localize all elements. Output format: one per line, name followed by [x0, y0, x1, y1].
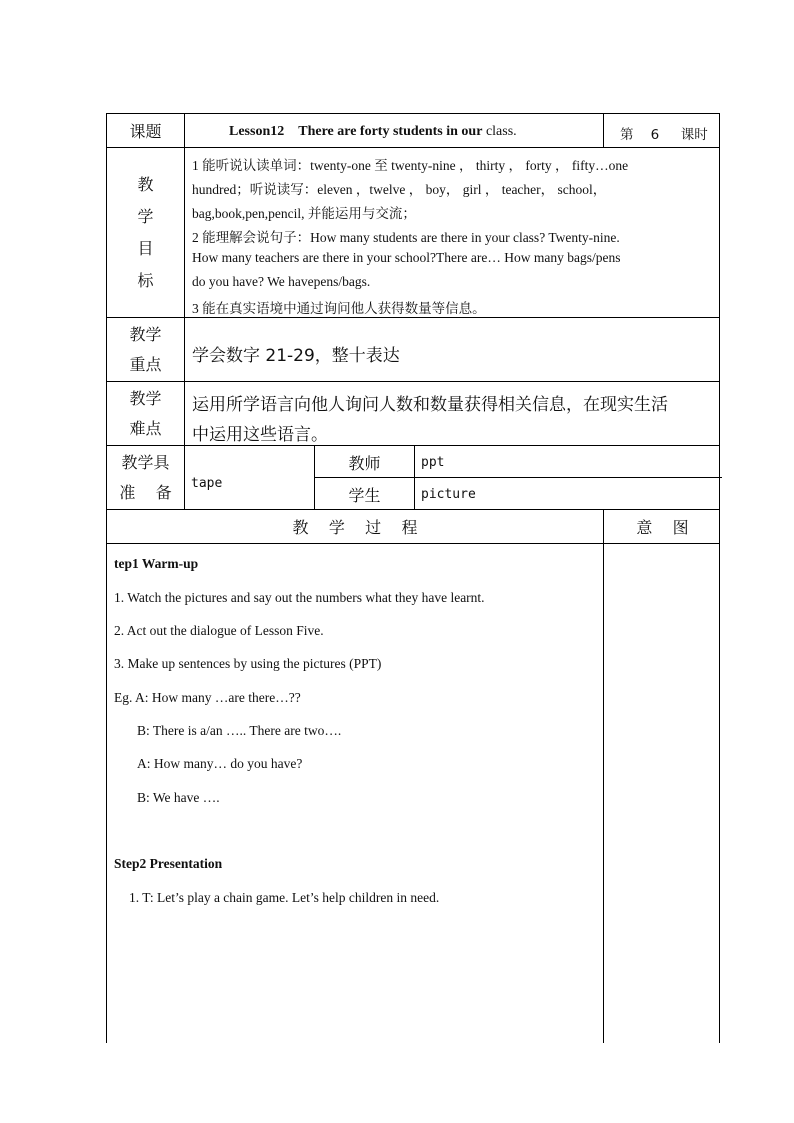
lesson-title-end: class.: [485, 124, 517, 139]
lesson-plan-table: [106, 113, 720, 1043]
objective-line: 1 能听说认读单词：twenty-one 至 twenty-nine ， thirty ， forty ， fifty…one: [192, 158, 629, 173]
student-value: picture: [421, 487, 476, 502]
student-label: 学生: [348, 485, 381, 505]
teacher-value: ppt: [421, 455, 445, 470]
period-cell: [603, 114, 721, 147]
preparation-label-cell: [107, 446, 184, 509]
difficulties-label: 教学: [129, 388, 162, 408]
subject-label-cell: [107, 114, 184, 147]
lesson-code: Lesson12: [229, 124, 285, 139]
example-line: A: How many… do you have?: [137, 756, 303, 771]
process-header: 教 学 过 程: [292, 518, 418, 537]
objective-line: hundred；听说读写：eleven ，twelve ， boy， girl ， teacher， school，: [192, 182, 607, 197]
period-prefix: 第: [620, 127, 634, 143]
objective-line: How many teachers are there in your school?There are… How many bags/pens: [192, 250, 621, 265]
key-points-label: 重点: [129, 354, 162, 374]
difficulties-label: 难点: [129, 418, 162, 438]
example-line: B: We have ….: [137, 790, 220, 805]
objectives-label-char: 学: [137, 206, 154, 226]
step1-item: 2. Act out the dialogue of Lesson Five.: [114, 623, 324, 638]
key-points-text: 学会数字 21-29，整十表达: [192, 346, 400, 366]
lesson-title: There are forty students in our: [298, 124, 483, 139]
difficulties-label-cell: [107, 382, 184, 445]
preparation-row: [106, 445, 720, 509]
key-points-label: 教学: [129, 324, 162, 344]
process-content-cell: [107, 544, 603, 1043]
objective-line: bag,book,pen,pencil, 并能运用与交流；: [192, 206, 416, 221]
intent-content-cell: [603, 544, 721, 1043]
intent-header-cell: [603, 510, 721, 543]
preparation-roles-cell: [314, 446, 721, 509]
objective-line: 2 能理解会说句子：How many students are there in your class? Twenty-nine.: [192, 230, 620, 245]
lesson-title-cell: [184, 114, 603, 147]
step1-item: 3. Make up sentences by using the pictures (PPT): [114, 656, 382, 671]
period-suffix: 课时: [680, 127, 708, 143]
key-points-label-cell: [107, 318, 184, 381]
process-body-row: [106, 543, 720, 1043]
difficulties-text-line: 中运用这些语言。: [192, 425, 328, 445]
subject-label: 课题: [129, 122, 162, 141]
key-points-row: [106, 317, 720, 381]
objective-line: 3 能在真实语境中通过询问他人获得数量等信息。: [192, 301, 486, 316]
preparation-label: 准 备: [119, 482, 172, 502]
step1-title: tep1 Warm-up: [114, 556, 199, 571]
preparation-tool: tape: [191, 476, 223, 491]
period-number: 6: [650, 127, 660, 143]
process-header-row: [106, 509, 720, 543]
objectives-label-cell: [107, 148, 184, 317]
objectives-row: [106, 147, 720, 317]
example-line: B: There is a/an ….. There are two….: [137, 723, 342, 738]
difficulties-text-line: 运用所学语言向他人询问人数和数量获得相关信息，在现实生活: [192, 395, 668, 415]
objectives-label-char: 教: [137, 174, 154, 194]
objective-line: do you have? We havepens/bags.: [192, 274, 371, 289]
example-line: Eg. A: How many …are there…??: [114, 690, 301, 705]
intent-header: 意 图: [636, 518, 689, 537]
objectives-label-char: 目: [137, 238, 154, 258]
step1-item: 1. Watch the pictures and say out the numbers what they have learnt.: [114, 590, 485, 605]
process-header-cell: [107, 510, 603, 543]
step2-title: Step2 Presentation: [114, 856, 223, 871]
objectives-label-char: 标: [137, 270, 154, 290]
step2-item: 1. T: Let’s play a chain game. Let’s help children in need.: [129, 890, 440, 905]
difficulties-row: [106, 381, 720, 445]
key-points-content-cell: [184, 318, 721, 381]
preparation-label: 教学具: [121, 452, 170, 472]
preparation-tool-cell: [184, 446, 314, 509]
difficulties-content-cell: [184, 382, 721, 445]
title-row: [106, 113, 720, 147]
teacher-label: 教师: [348, 453, 381, 473]
objectives-content-cell: [184, 148, 721, 317]
